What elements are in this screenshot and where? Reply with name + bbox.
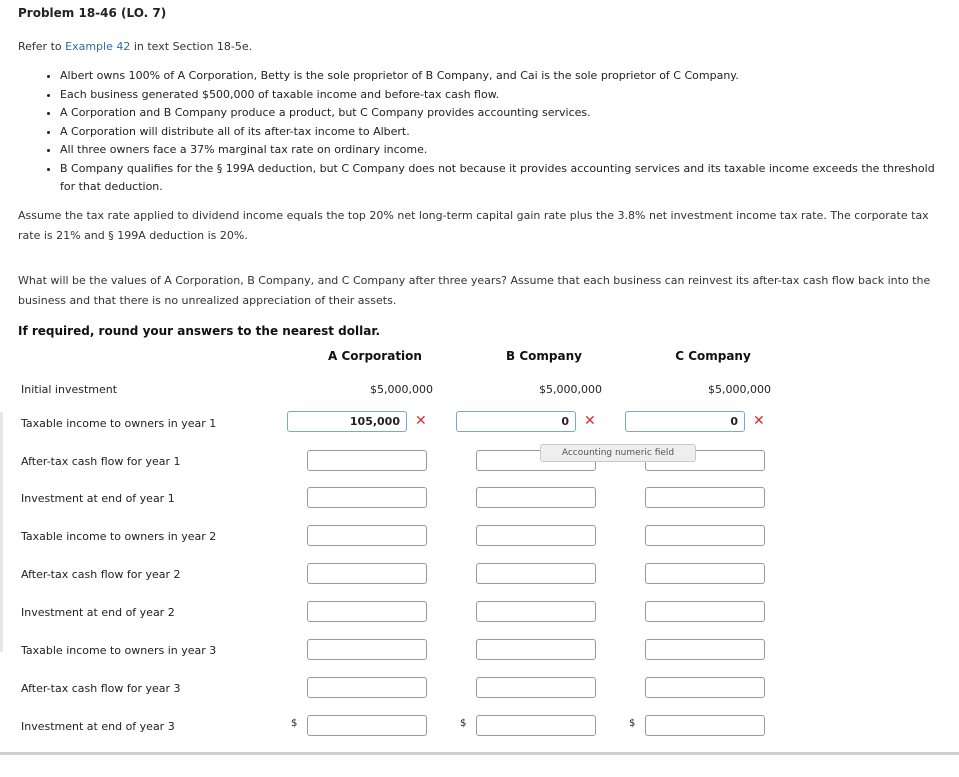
refer-prefix: Refer to [18,40,66,53]
a-initial-investment-value: $5,000,000 [370,383,433,396]
b-initial-investment-value: $5,000,000 [539,383,602,396]
b-taxable-income-year-3-input[interactable] [476,639,596,660]
problem-title: Problem 18-46 (LO. 7) [18,6,167,20]
b-investment-end-year-2-input[interactable] [476,601,596,622]
a-taxable-income-year-1-input[interactable] [287,411,407,432]
list-item: • A Corporation and B Company produce a product, but C Company provides accounting services. [60,104,940,123]
c-taxable-income-year-3-input[interactable] [645,639,765,660]
row-label-taxable-income-year-3: Taxable income to owners in year 3 [21,644,217,657]
c-taxable-income-year-2-input[interactable] [645,525,765,546]
row-label-after-tax-cash-flow-year-1: After-tax cash flow for year 1 [21,455,181,468]
list-item: • Albert owns 100% of A Corporation, Betty is the sole proprietor of B Company, and Cai is the sole proprietor of C Company. [60,67,940,86]
row-label-investment-end-year-2: Investment at end of year 2 [21,606,175,619]
c-taxable-income-year-1-input[interactable] [625,411,745,432]
dollar-sign: $ [629,718,636,729]
column-header-c-company: C Company [675,349,751,363]
accounting-field-tooltip: Accounting numeric field [540,444,696,462]
b-taxable-income-year-1-input[interactable] [456,411,576,432]
c-investment-end-year-1-input[interactable] [645,487,765,508]
row-label-after-tax-cash-flow-year-3: After-tax cash flow for year 3 [21,682,181,695]
column-header-b-company: B Company [506,349,582,363]
list-item: • All three owners face a 37% marginal tax rate on ordinary income. [60,141,940,160]
dollar-sign: $ [291,718,298,729]
rounding-note: If required, round your answers to the nearest dollar. [18,324,381,338]
c-investment-end-year-2-input[interactable] [645,601,765,622]
c-after-tax-cash-flow-year-2-input[interactable] [645,563,765,584]
refer-suffix: in text Section 18-5e. [130,40,253,53]
a-after-tax-cash-flow-year-2-input[interactable] [307,563,427,584]
dollar-sign: $ [460,718,467,729]
row-label-taxable-income-year-2: Taxable income to owners in year 2 [21,530,217,543]
list-item: • A Corporation will distribute all of its after-tax income to Albert. [60,123,940,142]
example-42-link[interactable]: Example 42 [65,40,131,53]
column-header-a-corporation: A Corporation [328,349,422,363]
b-taxable-income-year-2-input[interactable] [476,525,596,546]
list-item: • Each business generated $500,000 of taxable income and before-tax cash flow. [60,86,940,105]
a-taxable-income-year-2-input[interactable] [307,525,427,546]
row-label-after-tax-cash-flow-year-2: After-tax cash flow for year 2 [21,568,181,581]
row-label-investment-end-year-1: Investment at end of year 1 [21,492,175,505]
a-investment-end-year-3-input[interactable] [307,715,427,736]
row-label-taxable-income-year-1: Taxable income to owners in year 1 [21,417,217,430]
a-after-tax-cash-flow-year-3-input[interactable] [307,677,427,698]
a-after-tax-cash-flow-year-1-input[interactable] [307,450,427,471]
b-after-tax-cash-flow-year-3-input[interactable] [476,677,596,698]
bottom-divider [0,752,959,755]
b-investment-end-year-1-input[interactable] [476,487,596,508]
assumption-text: Assume the tax rate applied to dividend income equals the top 20% net long-term capital gain rate plus the 3.8% net investment income tax rate. The corporate tax rate is 21% and § 199A deduction is 20%. [18,209,929,242]
b-investment-end-year-3-input[interactable] [476,715,596,736]
facts-list [42,67,940,197]
question-text: What will be the values of A Corporation, B Company, and C Company after three years? Assume that each business can reinvest its after-tax cash flow back into the business and that there is no unrealized appreciation of their assets. [18,274,931,307]
row-label-investment-end-year-3: Investment at end of year 3 [21,720,175,733]
c-after-tax-cash-flow-year-3-input[interactable] [645,677,765,698]
left-edge-shadow [0,412,3,652]
a-investment-end-year-1-input[interactable] [307,487,427,508]
list-item: • B Company qualifies for the § 199A deduction, but C Company does not because it provides accounting services and its taxable income exceeds the threshold for that deduction. [60,160,940,197]
b-after-tax-cash-flow-year-2-input[interactable] [476,563,596,584]
row-label-initial-investment: Initial investment [21,383,118,396]
incorrect-x-icon: ✕ [415,413,427,429]
a-investment-end-year-2-input[interactable] [307,601,427,622]
refer-line [18,40,252,53]
c-initial-investment-value: $5,000,000 [708,383,771,396]
incorrect-x-icon: ✕ [753,413,765,429]
c-investment-end-year-3-input[interactable] [645,715,765,736]
incorrect-x-icon: ✕ [584,413,596,429]
a-taxable-income-year-3-input[interactable] [307,639,427,660]
